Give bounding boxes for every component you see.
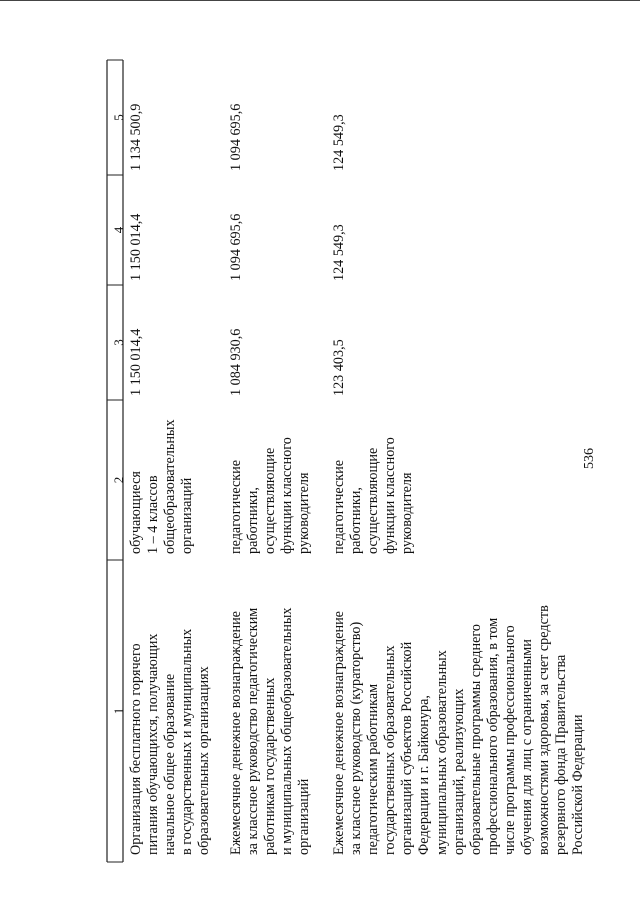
row-1-col-1: Организация бесплатного горячего питания обучающихся, получающих начальное общее образование в государственных и муниципальных образовательных организациях (128, 628, 213, 855)
row-3-col-3: 123 403,5 (331, 339, 347, 396)
row-1-col-2: обучающиеся 1 – 4 классов общеобразовательных организаций (128, 419, 196, 554)
row-3-col-2: педагогические работники, осуществляющие функции классного руководителя (331, 437, 416, 554)
column-header-3: 3 (111, 339, 126, 346)
page-number: 536 (582, 448, 597, 469)
column-header-1: 1 (111, 707, 126, 715)
column-header-4: 4 (111, 226, 126, 234)
row-1-col-4: 1 150 014,4 (128, 213, 144, 281)
row-2-col-3: 1 084 930,6 (228, 328, 244, 396)
row-2-col-1: Ежемесячное денежное вознаграждение за классное руководство педагогическим работникам государственных и муниципальных общеобразовательных организаций (228, 607, 313, 855)
row-3-col-5: 124 549,3 (331, 114, 347, 171)
row-1-col-5: 1 134 500,9 (128, 103, 144, 171)
row-3-col-1: Ежемесячное денежное вознаграждение за классное руководство (кураторство) педагогическим работникам государственных образовательных организаций субъектов Российской Федерации и г. Байконура, муниципальных образовательных организаций, реализующих образовательные программы среднего профессионального образования, в том числе программы профессионального обучения для лиц с ограниченными возможностями здоровья, за счет средств резервного фонда Правительства Российской Федерации (331, 605, 587, 855)
column-header-5: 5 (111, 114, 126, 121)
column-header-2: 2 (111, 476, 126, 484)
row-2-col-4: 1 094 695,6 (228, 213, 244, 281)
row-3-col-4: 124 549,3 (331, 224, 347, 281)
row-2-col-2: педагогические работники, осуществляющие функции классного руководителя (228, 437, 313, 554)
row-2-col-5: 1 094 695,6 (228, 103, 244, 171)
row-1-col-3: 1 150 014,4 (128, 328, 144, 396)
